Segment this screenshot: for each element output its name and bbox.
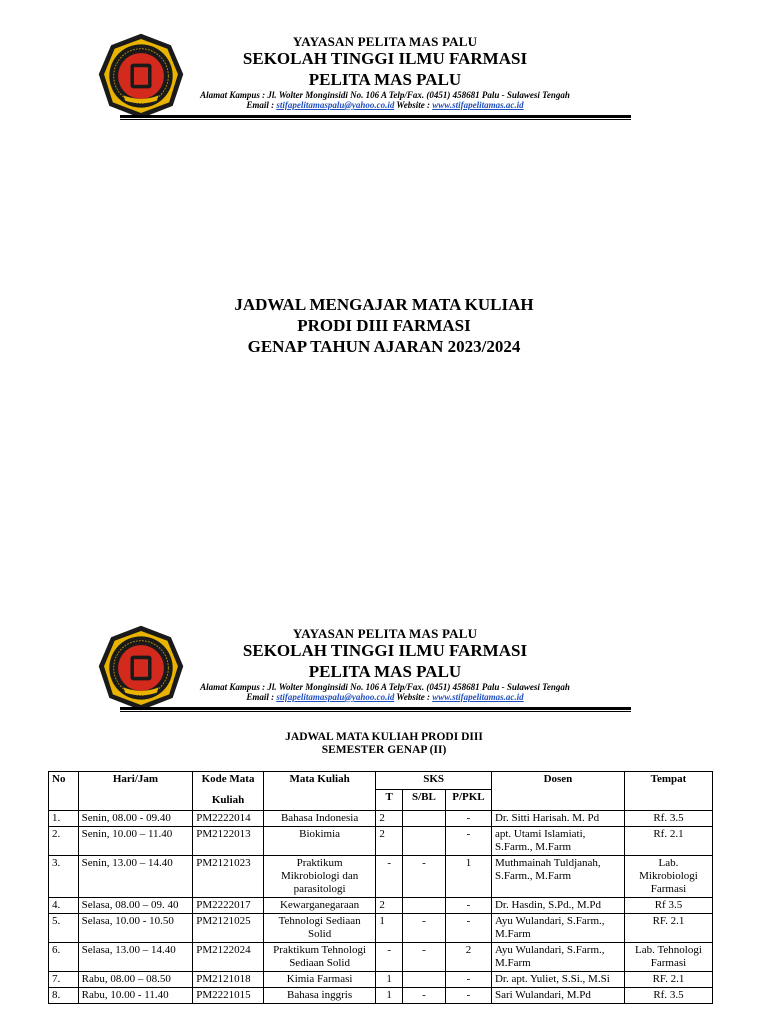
email-label: Email : (246, 100, 277, 110)
cell-no: 2. (49, 827, 79, 856)
cell-mata-kuliah: Kewarganegaraan (263, 898, 376, 914)
cell-t: - (376, 856, 403, 898)
cell-kode: PM2222017 (193, 898, 264, 914)
cell-kode: PM2121023 (193, 856, 264, 898)
table-row (49, 898, 713, 914)
website-label: Website : (394, 692, 433, 702)
school-name: SEKOLAH TINGGI ILMU FARMASI (242, 49, 528, 68)
cell-ppkl: - (445, 898, 491, 914)
cell-t: - (376, 943, 403, 972)
header-rule-thin (120, 711, 631, 712)
cell-tempat: Lab. Mikrobiologi Farmasi (624, 856, 712, 898)
foundation-name: YAYASAN PELITA MAS PALU (292, 626, 478, 641)
cell-hari: Senin, 13.00 – 14.40 (78, 856, 193, 898)
col-no: No (49, 772, 79, 811)
cell-dosen: Dr. apt. Yuliet, S.Si., M.Si (491, 972, 624, 988)
title-line-2: PRODI DIII FARMASI (297, 316, 471, 335)
cell-no: 3. (49, 856, 79, 898)
cell-no: 8. (49, 988, 79, 1004)
cell-sbl (402, 827, 445, 856)
cell-ppkl: - (445, 827, 491, 856)
cell-dosen: Dr. Hasdin, S.Pd., M.Pd (491, 898, 624, 914)
col-sks: SKS (376, 772, 492, 790)
cell-dosen: Dr. Sitti Harisah. M. Pd (491, 811, 624, 827)
website-label: Website : (394, 100, 433, 110)
cell-kode: PM2121018 (193, 972, 264, 988)
cell-hari: Senin, 10.00 – 11.40 (78, 827, 193, 856)
cell-mata-kuliah: Bahasa Indonesia (263, 811, 376, 827)
cell-hari: Selasa, 10.00 - 10.50 (78, 914, 193, 943)
school-logo-icon (97, 32, 185, 120)
header-rule-thick (120, 115, 631, 118)
cell-no: 5. (49, 914, 79, 943)
cell-no: 6. (49, 943, 79, 972)
cell-tempat: Rf. 3.5 (624, 811, 712, 827)
cell-ppkl: - (445, 988, 491, 1004)
cell-kode: PM2221015 (193, 988, 264, 1004)
cell-sbl (402, 972, 445, 988)
cell-ppkl: - (445, 914, 491, 943)
cell-dosen: Ayu Wulandari, S.Farm., M.Farm (491, 914, 624, 943)
cell-sbl: - (402, 988, 445, 1004)
table-header-row (49, 772, 713, 790)
campus-address: Alamat Kampus : Jl. Wolter Monginsidi No. 106 A Telp/Fax. (0451) 458681 Palu - Sulawesi Tengah (200, 90, 570, 100)
school-city: PELITA MAS PALU (308, 70, 462, 89)
cell-ppkl: 1 (445, 856, 491, 898)
cell-tempat: RF. 2.1 (624, 972, 712, 988)
cell-hari: Rabu, 08.00 – 08.50 (78, 972, 193, 988)
title-line-1: JADWAL MENGAJAR MATA KULIAH (234, 295, 534, 314)
contact-line (185, 692, 585, 702)
col-kode-line-1: Kode Mata (201, 773, 255, 785)
schedule-table (48, 771, 713, 1004)
header-rule-thick (120, 707, 631, 710)
col-mata-kuliah: Mata Kuliah (263, 772, 376, 811)
col-kode (193, 772, 264, 811)
cell-t: 2 (376, 811, 403, 827)
website-link[interactable]: www.stifapelitamas.ac.id (432, 100, 524, 110)
col-kode-line-2: Kuliah (211, 794, 245, 806)
schedule-title (0, 731, 768, 757)
table-row (49, 943, 713, 972)
cell-mata-kuliah: Praktikum Mikrobiologi dan parasitologi (263, 856, 376, 898)
cell-ppkl: 2 (445, 943, 491, 972)
cell-tempat: Rf. 2.1 (624, 827, 712, 856)
cell-hari: Rabu, 10.00 - 11.40 (78, 988, 193, 1004)
cell-dosen: Muthmainah Tuldjanah, S.Farm., M.Farm (491, 856, 624, 898)
col-sks-sbl: S/BL (402, 790, 445, 811)
cell-no: 7. (49, 972, 79, 988)
cell-tempat: RF. 2.1 (624, 914, 712, 943)
cell-kode: PM2121025 (193, 914, 264, 943)
table-row (49, 811, 713, 827)
cell-mata-kuliah: Biokimia (263, 827, 376, 856)
title-line-3: GENAP TAHUN AJARAN 2023/2024 (247, 337, 521, 356)
cell-sbl (402, 898, 445, 914)
cell-t: 1 (376, 988, 403, 1004)
email-label: Email : (246, 692, 277, 702)
table-row (49, 972, 713, 988)
cell-sbl (402, 811, 445, 827)
header-rule-thin (120, 119, 631, 120)
col-hari-jam: Hari/Jam (78, 772, 193, 811)
cell-tempat: Rf 3.5 (624, 898, 712, 914)
cell-no: 4. (49, 898, 79, 914)
cell-ppkl: - (445, 811, 491, 827)
table-row (49, 827, 713, 856)
cell-t: 1 (376, 972, 403, 988)
col-tempat: Tempat (624, 772, 712, 811)
cell-sbl: - (402, 856, 445, 898)
schedule-title-line-2: SEMESTER GENAP (II) (321, 744, 447, 756)
campus-address: Alamat Kampus : Jl. Wolter Monginsidi No. 106 A Telp/Fax. (0451) 458681 Palu - Sulawesi Tengah (200, 682, 570, 692)
col-sks-t: T (376, 790, 403, 811)
cell-t: 1 (376, 914, 403, 943)
cell-hari: Selasa, 13.00 – 14.40 (78, 943, 193, 972)
schedule-title-line-1: JADWAL MATA KULIAH PRODI DIII (285, 731, 483, 743)
school-city: PELITA MAS PALU (308, 662, 462, 681)
school-logo-icon (97, 624, 185, 712)
cell-sbl: - (402, 943, 445, 972)
cell-mata-kuliah: Bahasa inggris (263, 988, 376, 1004)
cell-dosen: apt. Utami Islamiati, S.Farm., M.Farm (491, 827, 624, 856)
website-link[interactable]: www.stifapelitamas.ac.id (432, 692, 524, 702)
letterhead-second-page (0, 620, 768, 720)
cell-dosen: Sari Wulandari, M.Pd (491, 988, 624, 1004)
cell-kode: PM2222014 (193, 811, 264, 827)
cell-mata-kuliah: Kimia Farmasi (263, 972, 376, 988)
foundation-name: YAYASAN PELITA MAS PALU (292, 34, 478, 49)
cell-t: 2 (376, 827, 403, 856)
col-dosen: Dosen (491, 772, 624, 811)
cell-hari: Senin, 08.00 - 09.40 (78, 811, 193, 827)
cell-kode: PM2122024 (193, 943, 264, 972)
col-sks-ppkl: P/PKL (445, 790, 491, 811)
table-row (49, 988, 713, 1004)
school-name: SEKOLAH TINGGI ILMU FARMASI (242, 641, 528, 660)
cell-mata-kuliah: Tehnologi Sediaan Solid (263, 914, 376, 943)
cell-tempat: Lab. Tehnologi Farmasi (624, 943, 712, 972)
table-row (49, 914, 713, 943)
cell-hari: Selasa, 08.00 – 09. 40 (78, 898, 193, 914)
cell-kode: PM2122013 (193, 827, 264, 856)
letterhead-top (0, 28, 768, 128)
cell-tempat: Rf. 3.5 (624, 988, 712, 1004)
cell-mata-kuliah: Praktikum Tehnologi Sediaan Solid (263, 943, 376, 972)
email-link[interactable]: stifapelitamaspalu@yahoo.co.id (276, 692, 395, 702)
document-title (0, 294, 768, 357)
cell-dosen: Ayu Wulandari, S.Farm., M.Farm (491, 943, 624, 972)
cell-sbl: - (402, 914, 445, 943)
email-link[interactable]: stifapelitamaspalu@yahoo.co.id (276, 100, 395, 110)
cell-t: 2 (376, 898, 403, 914)
table-row (49, 856, 713, 898)
cell-ppkl: - (445, 972, 491, 988)
cell-no: 1. (49, 811, 79, 827)
contact-line (185, 100, 585, 110)
